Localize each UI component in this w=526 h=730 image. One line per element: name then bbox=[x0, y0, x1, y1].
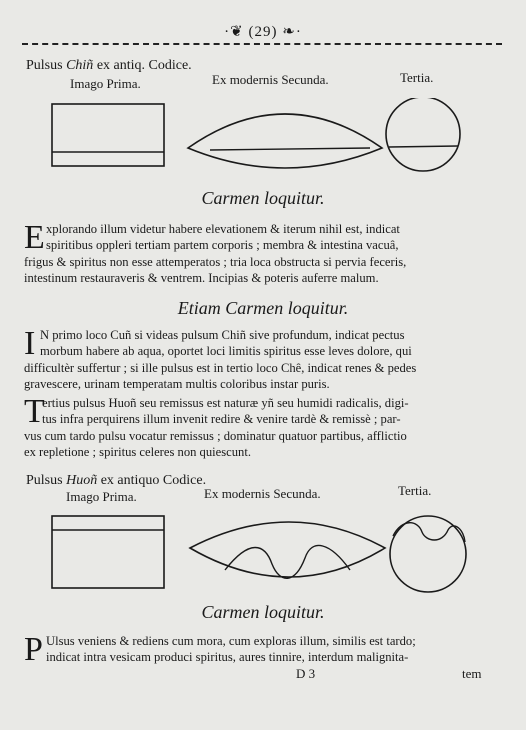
section-heading-2: Etiam Carmen loquitur. bbox=[177, 298, 349, 318]
ornament-left: ·❦ bbox=[224, 24, 249, 40]
text-line: frigus & spiritus non esse attemperatos ; tria loca obstructa si pervia feceris, bbox=[24, 254, 407, 269]
pulse-rectangle bbox=[52, 516, 164, 588]
text-line: N primo loco Cuñ si videas pulsum Chiñ sive profundum, indicat pectus bbox=[40, 328, 405, 342]
text-line: tus infra perquirens illum invenit redire & venire tardè & remissè ; par- bbox=[42, 412, 401, 427]
caption-ex-modernis-secunda: Ex modernis Secunda. bbox=[204, 486, 321, 501]
pulse-rectangle bbox=[52, 104, 164, 166]
section-heading-1: Carmen loquitur. bbox=[201, 188, 325, 208]
caption-imago-prima: Imago Prima. bbox=[70, 76, 141, 91]
text-line: indicat intra vesicam produci spiritus, aures tinnire, interdum malignita- bbox=[46, 650, 409, 665]
figure-title-1: Pulsus Chiñ ex antiq. Codice. bbox=[26, 58, 192, 73]
caption-ex-modernis-secunda: Ex modernis Secunda. bbox=[212, 72, 329, 87]
header-rule bbox=[22, 43, 502, 45]
text-line: ex repletione ; spiritus celeres non quiescunt. bbox=[24, 445, 251, 460]
text-line: spiritibus oppleri tertiam partem corporis ; membra & intestina vacuâ, bbox=[46, 238, 399, 253]
text-line: difficultèr suffertur ; si ille pulsus est in tertio loco Chê, indicat renes & pedes bbox=[24, 360, 417, 375]
drop-cap-t: T bbox=[24, 393, 45, 430]
section-heading-3: Carmen loquitur. bbox=[201, 602, 325, 622]
circle-line bbox=[389, 146, 458, 147]
paragraph-3 bbox=[24, 395, 486, 461]
paragraph-2 bbox=[24, 327, 486, 393]
ornament-right: ❧· bbox=[277, 24, 302, 40]
drop-cap-p: P bbox=[24, 631, 43, 668]
text-line: xplorando illum videtur habere elevationem & iterum nihil est, indicat bbox=[46, 222, 400, 236]
pulse-figure-2 bbox=[50, 508, 470, 596]
caption-tertia: Tertia. bbox=[400, 70, 434, 85]
drop-cap-e: E bbox=[24, 219, 45, 256]
paragraph-4 bbox=[24, 633, 486, 666]
pulse-circle bbox=[390, 516, 466, 592]
pulse-circle bbox=[386, 98, 460, 171]
text-line: morbum habere ab aqua, oportet loci limitis spiritus esse leves dolore, qui bbox=[40, 344, 412, 359]
text-line: intestinum restauraveris & ventrem. Incipias & poteris auferre malum. bbox=[24, 271, 379, 286]
drop-cap-i: I bbox=[24, 325, 36, 362]
caption-tertia: Tertia. bbox=[398, 483, 432, 498]
text-line: vus cum tardo pulsu vocatur remissus ; dominatur quatuor partibus, afflictio bbox=[24, 428, 407, 443]
text-line: gravescere, urinam temperatam multis coloribus instar puris. bbox=[24, 377, 330, 392]
pulse-figure-1 bbox=[50, 98, 470, 174]
lens-line bbox=[210, 148, 370, 150]
paragraph-1 bbox=[24, 221, 486, 287]
text-line: Ulsus veniens & rediens cum mora, cum exploras illum, similis est tardo; bbox=[46, 634, 416, 648]
catchword: tem bbox=[462, 666, 482, 681]
text-line: ertius pulsus Huoñ seu remissus est naturæ yñ seu humidi radicalis, digi- bbox=[42, 396, 409, 410]
page-number: ·❦ (29) ❧· bbox=[224, 24, 302, 40]
figure-title-2: Pulsus Huoñ ex antiquo Codice. bbox=[26, 473, 207, 488]
signature-mark: D 3 bbox=[296, 666, 316, 681]
pulse-arch bbox=[190, 522, 385, 577]
arch-wave bbox=[225, 546, 350, 579]
pulse-lens bbox=[188, 114, 382, 168]
caption-imago-prima: Imago Prima. bbox=[66, 489, 137, 504]
